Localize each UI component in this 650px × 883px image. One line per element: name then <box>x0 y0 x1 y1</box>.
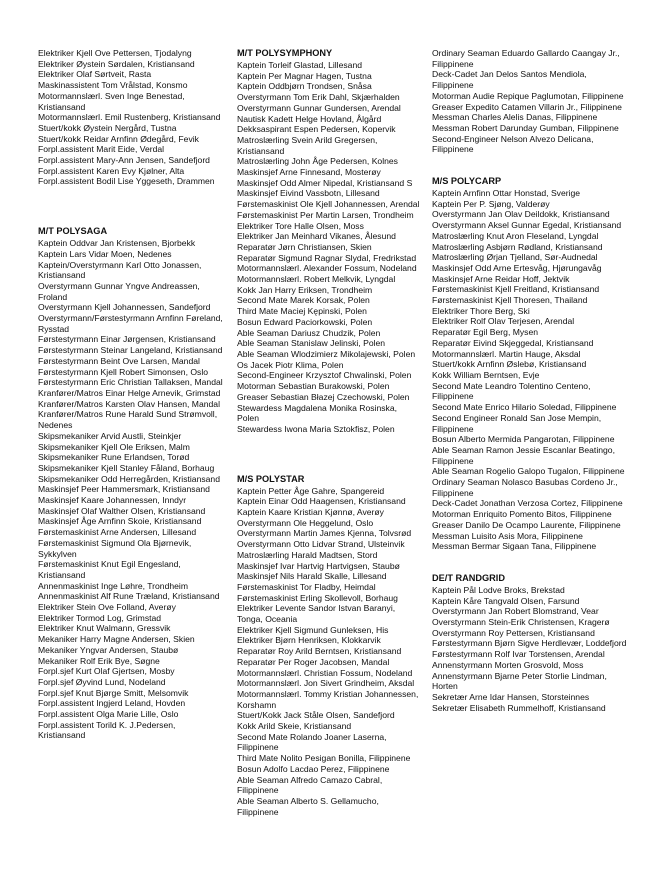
section-heading: M/S POLYSTAR <box>237 473 305 484</box>
crew-entry: Kranfører/Matros Rune Harald Sund Strømvoll, Nedenes <box>38 409 218 431</box>
crew-entry: Stewardess Iwona Maria Sztokfisz, Polen <box>237 423 395 434</box>
crew-entry: Forpl.assistent Mary-Ann Jensen, Sandefjord <box>38 155 210 166</box>
crew-entry: Messman Robert Darunday Gumban, Filippinene <box>432 122 619 133</box>
crew-entry: Skipsmekaniker Arvid Austli, Steinkjer <box>38 430 182 441</box>
crew-entry: Mekaniker Rolf Erik Bye, Søgne <box>38 655 160 666</box>
crew-entry: Kaptein Petter Åge Gahre, Spangereid <box>237 485 385 496</box>
crew-entry: Reparatør Eivind Skjeggedal, Kristiansand <box>432 337 594 348</box>
section-heading: M/T POLYSYMPHONY <box>237 48 333 58</box>
col1-intro-list <box>38 48 225 187</box>
crew-entry: Motormannslærl. Sven Inge Benestad, Kristiansand <box>38 90 185 112</box>
section-polycarp <box>432 176 630 552</box>
crew-entry: Motorman Sebastian Burakowski, Polen <box>237 381 390 392</box>
crew-entry: Førstemaskinist Erling Skollevoll, Borhaug <box>237 592 398 603</box>
crew-entry: Overstyrmann Kjell Johannessen, Sandefjord <box>38 302 211 313</box>
crew-entry: Maskinsjef Arne Finnesand, Mosterøy <box>237 167 381 178</box>
crew-entry: Motormannslærl. Emil Rustenberg, Kristiansand <box>38 112 221 123</box>
crew-entry: Greaser Sebastian Błazej Czechowski, Polen <box>237 391 410 402</box>
crew-entry: Overstyrmann Roy Pettersen, Kristiansand <box>432 627 595 638</box>
crew-entry: Annenmaskinist Inge Løhre, Trondheim <box>38 580 188 591</box>
crew-entry: Motorman Enriquito Pomento Bitos, Filippinene <box>432 509 612 520</box>
crew-entry: Reparatør Sigmund Ragnar Slydal, Fredrikstad <box>237 252 417 263</box>
crew-entry: Overstyrmann Jan Olav Deildokk, Kristiansand <box>432 209 610 220</box>
spacer <box>432 552 630 573</box>
crew-entry: Stuert/kokk Øystein Nergård, Tustna <box>38 122 177 133</box>
crew-entry: Motormannslærl. Alexander Fossum, Nodeland <box>237 263 417 274</box>
crew-entry: Førstestyrmann Bjørn Sigve Herdlevær, Loddefjord <box>432 638 627 649</box>
crew-entry: Able Seaman Dariusz Chudzik, Polen <box>237 327 381 338</box>
crew-entry: Able Seaman Alberto S. Gellamucho, Filippinene <box>237 796 379 817</box>
crew-entry: Matroslærling Asbjørn Rødland, Kristiansand <box>432 241 603 252</box>
crew-entry: Nautisk Kadett Helge Hovland, Ålgård <box>237 113 382 124</box>
crew-entry: Deck-Cadet Jan Delos Santos Mendiola, Filippinene <box>432 69 587 91</box>
crew-entry: Able Seaman Alfredo Camazo Cabral, Filippinene <box>237 774 383 796</box>
crew-entry: Second Engineer Ronald San Jose Mempin, Filippinene <box>432 412 602 434</box>
crew-entry: Motorman Audie Repique Paglumotan, Filippinene <box>432 90 624 101</box>
crew-entry: Messman Luisito Asis Mora, Filippinene <box>432 530 583 541</box>
crew-entry: Second-Engineer Nelson Alvezo Delicana, Filippinene <box>432 133 594 155</box>
crew-entry: Elektriker Kjell Sigmund Gunleksen, His <box>237 624 389 635</box>
crew-entry: Maskinsjef Kaare Johannessen, Inndyr <box>38 495 187 506</box>
crew-entry: Forpl.assistent Bodil Lise Yggeseth, Drammen <box>38 176 215 187</box>
crew-entry: Førstemaskinist Knut Egil Engesland, Kristiansand <box>38 559 181 580</box>
crew-entry: Third Mate Maciej Kępinski, Polen <box>237 306 367 317</box>
crew-entry: Kaptein Per P. Sjøng, Valderøy <box>432 198 550 209</box>
crew-entry: Forpl.assistent Olga Marie Lille, Oslo <box>38 709 179 720</box>
crew-entry: Elektriker Knut Walmann, Gressvik <box>38 623 171 634</box>
crew-entry: Førstemaskinist Kjell Thoresen, Thailand <box>432 295 588 306</box>
crew-entry: Bosun Adolfo Lacdao Perez, Filippinene <box>237 763 390 774</box>
crew-entry: Kaptein Kaare Kristian Kjønnø, Averøy <box>237 507 384 518</box>
crew-entry: Motormannslærl. Jon Sivert Grindheim, Aksdal <box>237 678 415 689</box>
crew-entry: Bosun Edward Paciorkowski, Polen <box>237 316 373 327</box>
column-1 <box>38 48 225 817</box>
crew-list <box>432 585 630 713</box>
crew-entry: Overstyrmann/Førstestyrmann Arnfinn Føreland, Rysstad <box>38 313 223 334</box>
crew-entry: Messman Bermar Sigaan Tana, Filippinene <box>432 541 597 552</box>
crew-entry: Stuert/kokk Arnfinn Øslebø, Kristiansand <box>432 359 587 370</box>
col3-intro-list <box>432 48 630 155</box>
crew-entry: Kaptein Oddbjørn Trondsen, Snåsa <box>237 81 372 92</box>
crew-entry: Matroslærling Knut Aron Fleseland, Lyngdal <box>432 230 599 241</box>
crew-entry: Kokk Jan Harry Eriksen, Trondheim <box>237 284 373 295</box>
crew-entry: Elektriker Tore Halle Olsen, Moss <box>237 220 364 231</box>
section-polysymphony <box>237 48 420 435</box>
crew-entry: Greaser Danilo De Ocampo Laurente, Filippinene <box>432 519 621 530</box>
crew-entry: Annenstyrmann Morten Grosvold, Moss <box>432 659 584 670</box>
crew-entry: Able Seaman Rogelio Galopo Tugalon, Filippinene <box>432 466 625 477</box>
crew-entry: Elektriker Thore Berg, Ski <box>432 305 530 316</box>
crew-list <box>237 60 420 435</box>
spacer <box>237 435 420 474</box>
crew-entry: Reparatør Per Roger Jacobsen, Mandal <box>237 656 390 667</box>
crew-entry: Elektriker Olaf Sørtveit, Rasta <box>38 69 152 80</box>
crew-entry: Førstestyrmann Beint Ove Larsen, Mandal <box>38 355 200 366</box>
crew-entry: Førstestyrmann Kjell Robert Simonsen, Oslo <box>38 366 209 377</box>
section-heading: M/S POLYCARP <box>432 176 502 187</box>
crew-entry: Elektriker Kjell Ove Pettersen, Tjodalyng <box>38 48 192 58</box>
crew-entry: Reparatør Jørn Christiansen, Skien <box>237 241 372 252</box>
crew-entry: Second Mate Leandro Tolentino Centeno, Filippinene <box>432 380 591 402</box>
crew-entry: Elektriker Jan Meinhard Vikanes, Ålesund <box>237 231 396 242</box>
crew-list <box>237 486 420 818</box>
crew-entry: Bosun Alberto Mermida Pangarotan, Filippinene <box>432 434 615 445</box>
crew-entry: Kaptein/Overstyrmann Karl Otto Jonassen, Kristiansand <box>38 259 202 281</box>
crew-entry: Second Mate Enrico Hilario Soledad, Filippinene <box>432 402 617 413</box>
crew-entry: Førstemaskinist Kjell Freitland, Kristiansand <box>432 284 600 295</box>
crew-entry: Reparatør Roy Arild Berntsen, Kristiansand <box>237 646 402 657</box>
crew-entry: Ordinary Seaman Eduardo Gallardo Caangay Jr., Filippinene <box>432 48 620 69</box>
crew-entry: Dekksaspirant Espen Pedersen, Kopervik <box>237 124 396 135</box>
crew-entry: Forpl.assistent Torild K. J.Pedersen, Kristiansand <box>38 719 176 741</box>
crew-entry: Førstemaskinist Arne Andersen, Lillesand <box>38 527 197 538</box>
crew-entry: Elektriker Bjørn Henriksen, Klokkarvik <box>237 635 381 646</box>
crew-entry: Førstestyrmann Steinar Langeland, Kristiansand <box>38 345 223 356</box>
crew-entry: Deck-Cadet Jonathan Verzosa Cortez, Filippinene <box>432 498 623 509</box>
section-randgrid <box>432 573 630 713</box>
crew-entry: Motormannslærl. Robert Melkvik, Lyngdal <box>237 274 396 285</box>
crew-list <box>38 238 225 741</box>
section-heading: M/T POLYSAGA <box>38 226 108 237</box>
crew-entry: Os Jacek Piotr Klima, Polen <box>237 359 344 370</box>
crew-entry: Forpl.sjef Øyvind Lund, Nodeland <box>38 676 166 687</box>
spacer <box>432 155 630 176</box>
crew-entry: Annenstyrmann Bjarne Peter Storlie Lindman, Horten <box>432 670 607 692</box>
crew-entry: Maskinsjef Odd Arne Ertesvåg, Hjørungavåg <box>432 262 602 273</box>
section-heading: DE/T RANDGRID <box>432 572 505 583</box>
crew-entry: Overstyrmann Martin James Kjenna, Tolvsrød <box>237 528 412 539</box>
crew-entry: Reparatør Egil Berg, Mysen <box>432 327 539 338</box>
crew-entry: Kranfører/Matros Karsten Olav Hansen, Mandal <box>38 398 220 409</box>
crew-entry: Overstyrmann Jan Robert Blomstrand, Vear <box>432 606 599 617</box>
crew-entry: Matroslærling Ørjan Tjelland, Sør-Audnedal <box>432 252 598 263</box>
crew-entry: Able Seaman Ramon Jessie Escanlar Beatingo, Filippinene <box>432 444 615 466</box>
crew-entry: Stuert/Kokk Jack Ståle Olsen, Sandefjord <box>237 710 395 721</box>
crew-entry: Second Mate Marek Korsak, Polen <box>237 295 370 306</box>
crew-entry: Førstemaskinist Tor Fladby, Heimdal <box>237 581 376 592</box>
crew-entry: Førstemaskinist Per Martin Larsen, Trondheim <box>237 209 414 220</box>
crew-entry: Maskinsjef Olaf Walther Olsen, Kristiansand <box>38 505 206 516</box>
crew-entry: Motormannslærl. Christian Fossum, Nodeland <box>237 667 413 678</box>
section-polystar <box>237 474 420 818</box>
crew-entry: Overstyrmann Aksel Gunnar Egedal, Kristiansand <box>432 220 622 231</box>
crew-entry: Førstestyrmann Rolf Ivar Torstensen, Arendal <box>432 649 605 660</box>
crew-entry: Matroslærling John Åge Pedersen, Kolnes <box>237 156 398 167</box>
crew-entry: Elektriker Øystein Sørdalen, Kristiansand <box>38 58 195 69</box>
section-polysaga <box>38 226 225 741</box>
crew-entry: Able Seaman Stanislaw Jelinski, Polen <box>237 338 386 349</box>
crew-entry: Overstyrmann Gunnar Gundersen, Arendal <box>237 102 401 113</box>
crew-entry: Kaptein Torleif Glastad, Lillesand <box>237 60 363 70</box>
column-3 <box>432 48 630 817</box>
crew-entry: Skipsmekaniker Rune Erlandsen, Torød <box>38 452 190 463</box>
crew-entry: Kaptein Oddvar Jan Kristensen, Bjorbekk <box>38 238 196 249</box>
crew-entry: Forpl.assistent Karen Evy Kjølner, Alta <box>38 165 185 176</box>
crew-entry: Overstyrmann Stein-Erik Christensen, Kragerø <box>432 617 610 628</box>
crew-entry: Maskinsjef Odd Almer Nipedal, Kristiansand S <box>237 177 413 188</box>
crew-entry: Maskinsjef Arne Reidar Hoff, Jektvik <box>432 273 570 284</box>
columns <box>38 48 632 817</box>
crew-entry: Skipsmekaniker Kjell Ole Eriksen, Malm <box>38 441 190 452</box>
crew-entry: Forpl.assistent Ingjerd Leland, Hovden <box>38 698 186 709</box>
crew-entry: Elektriker Tormod Log, Grimstad <box>38 612 162 623</box>
crew-entry: Greaser Expedito Catamen Villarin Jr., Filippinene <box>432 101 622 112</box>
crew-entry: Skipsmekaniker Kjell Stanley Fåland, Borhaug <box>38 462 215 473</box>
crew-entry: Overstyrmann Gunnar Yngve Andreassen, Froland <box>38 280 200 302</box>
crew-entry: Forpl.sjef Kurt Olaf Gjertsen, Mosby <box>38 666 175 677</box>
crew-entry: Able Seaman Wlodzimierz Mikolajewski, Polen <box>237 348 416 359</box>
crew-entry: Elektriker Levente Sandor Istvan Baranyi, Tonga, Oceania <box>237 603 396 625</box>
crew-entry: Kaptein Einar Odd Haagensen, Kristiansand <box>237 496 406 507</box>
crew-entry: Førstemaskinist Sigmund Ola Bjørnevik, Sykkylven <box>38 537 192 559</box>
crew-entry: Stewardess Magdalena Monika Rosinska, Polen <box>237 402 398 424</box>
crew-entry: Kokk William Berntsen, Evje <box>432 369 540 380</box>
crew-entry: Sekretær Elisabeth Rummelhoff, Kristiansand <box>432 702 606 713</box>
crew-entry: Kranfører/Matros Einar Helge Arnevik, Grimstad <box>38 387 221 398</box>
crew-entry: Kokk Arild Skeie, Kristiansand <box>237 721 352 732</box>
crew-entry: Third Mate Nolito Pesigan Bonilla, Filippinene <box>237 753 411 764</box>
crew-entry: Second-Engineer Krzysztof Chwalinski, Polen <box>237 370 412 381</box>
crew-entry: Ordinary Seaman Nolasco Basubas Cordeno Jr., Filippinene <box>432 477 618 498</box>
crew-entry: Maskinsjef Peer Hammersmark, Kristiansand <box>38 484 210 495</box>
crew-entry: Mekaniker Harry Magne Andersen, Skien <box>38 634 195 645</box>
crew-entry: Matroslærling Svein Arild Gregersen, Kristiansand <box>237 134 378 156</box>
crew-entry: Matroslærling Harald Madtsen, Stord <box>237 549 378 560</box>
crew-entry: Mekaniker Yngvar Andersen, Staubø <box>38 644 179 655</box>
crew-entry: Førstestyrmann Einar Jørgensen, Kristiansand <box>38 334 216 345</box>
crew-entry: Førstestyrmann Eric Christian Tallaksen, Mandal <box>38 377 223 388</box>
crew-entry: Annenmaskinist Alf Rune Træland, Kristiansand <box>38 591 220 602</box>
spacer <box>38 187 225 226</box>
crew-list <box>432 188 630 552</box>
crew-entry: Kaptein Lars Vidar Moen, Nedenes <box>38 248 172 259</box>
crew-entry: Kaptein Per Magnar Hagen, Tustna <box>237 70 372 81</box>
crew-entry: Førstemaskinist Ole Kjell Johannessen, Arendal <box>237 199 420 210</box>
crew-entry: Kaptein Pål Lodve Broks, Brekstad <box>432 584 565 595</box>
crew-entry: Kaptein Kåre Tangvald Olsen, Farsund <box>432 595 580 606</box>
crew-entry: Elektriker Stein Ove Folland, Averøy <box>38 602 176 613</box>
crew-entry: Maskinsjef Ivar Hartvig Hartvigsen, Staubø <box>237 560 400 571</box>
crew-entry: Second Mate Rolando Joaner Laserna, Filippinene <box>237 731 387 753</box>
crew-entry: Skipsmekaniker Odd Herregården, Kristiansand <box>38 473 220 484</box>
crew-entry: Forpl.assistent Marit Eide, Verdal <box>38 144 165 155</box>
crew-entry: Maskinsjef Eivind Vassbotn, Lillesand <box>237 188 380 199</box>
crew-entry: Maskinsjef Åge Arnfinn Skoie, Kristiansand <box>38 516 202 527</box>
crew-entry: Sekretær Arne Idar Hansen, Storsteinnes <box>432 691 590 702</box>
crew-entry: Maskinsjef Nils Harald Skalle, Lillesand <box>237 571 387 582</box>
crew-entry: Motormannslærl. Martin Hauge, Aksdal <box>432 348 581 359</box>
crew-entry: Overstyrmann Otto Lidvar Strand, Ulsteinvik <box>237 539 405 550</box>
crew-entry: Elektriker Rolf Olav Terjesen, Arendal <box>432 316 575 327</box>
crew-entry: Motormannslærl. Tommy Kristian Johannessen, Korshamn <box>237 688 419 710</box>
crew-entry: Overstyrmann Ole Heggelund, Oslo <box>237 517 374 528</box>
crew-entry: Kaptein Arnfinn Ottar Honstad, Sverige <box>432 188 581 199</box>
crew-entry: Stuert/kokk Reidar Arnfinn Ødegård, Fevik <box>38 133 199 144</box>
crew-entry: Maskinassistent Tom Vrålstad, Konsmo <box>38 80 188 91</box>
crew-entry: Overstyrmann Tom Erik Dahl, Skjærhalden <box>237 92 400 103</box>
crew-entry: Messman Charles Alelis Danas, Filippinene <box>432 112 598 123</box>
crew-entry: Forpl.sjef Knut Bjørge Smitt, Melsomvik <box>38 687 189 698</box>
column-2 <box>237 48 420 817</box>
